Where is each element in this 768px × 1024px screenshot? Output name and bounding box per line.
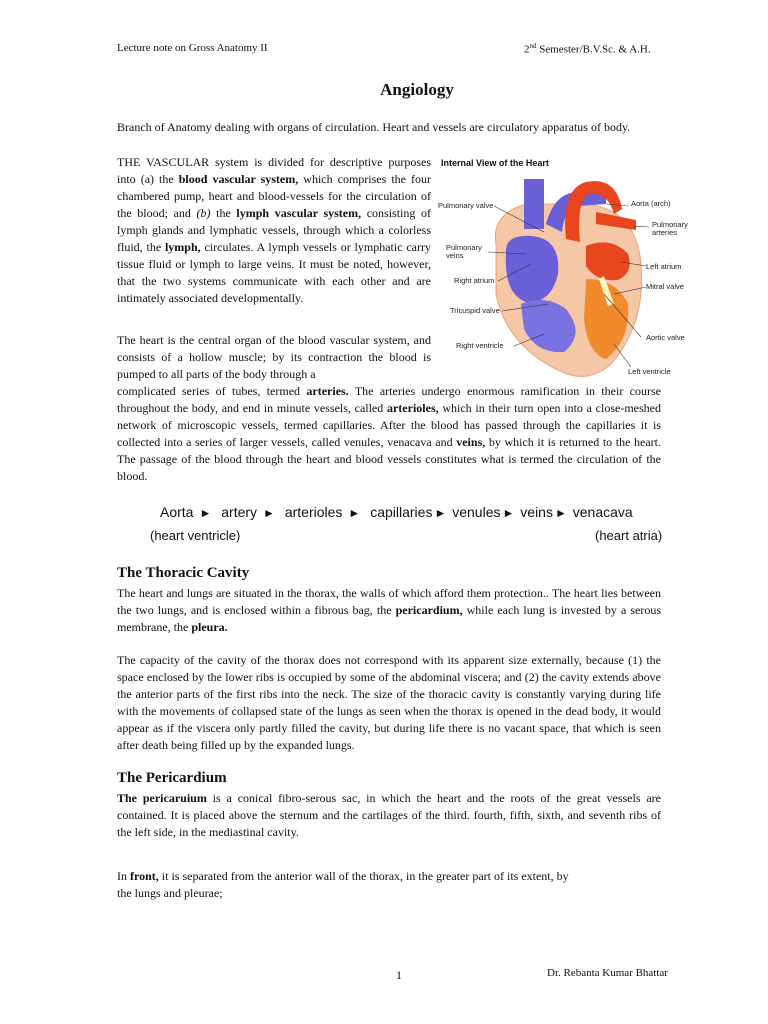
arrow-icon: ► [502,506,515,520]
label-pulmonary-veins-2: veins [446,251,464,260]
label-aortic-valve: Aortic valve [646,333,685,342]
pericardium-paragraph-1: The pericaruium is a conical fibro-serous sac, in which the heart and the roots of the great vessels are contained. It is placed above the sternum and the cartilages of the third. fourth, fifth, sixth, and seventh ribs of the left side, in the mediastinal cavity. [117,791,661,839]
intro-paragraph: Branch of Anatomy dealing with organs of circulation. Heart and vessels are circulatory apparatus of body. [117,120,631,134]
flow-item: capillaries [370,504,433,520]
figure-title: Internal View of the Heart [441,158,549,168]
label-mitral-valve: Mitral valve [646,282,684,291]
arrow-icon: ► [263,506,275,520]
label-left-atrium: Left atrium [646,262,682,271]
flow-note-left: (heart ventricle) [150,528,241,543]
flow-item: venules [452,504,501,520]
label-pulmonary-veins-1: Pulmonary [446,243,482,252]
running-header-left: Lecture note on Gross Anatomy II [117,42,268,54]
flow-item: arterioles [284,504,343,520]
label-pulmonary-arteries-2: arteries [652,228,678,237]
arrow-icon: ► [554,506,567,520]
label-tricuspid-valve: Tricuspid valve [450,306,500,315]
section-heading-pericardium: The Pericardium [117,770,227,786]
circulation-flow [160,504,633,520]
flow-item: veins [520,504,553,520]
flow-item: venacava [572,504,633,520]
pericardium-paragraph-2: In front, it is separated from the anterior wall of the thorax, in the greater part of its extent, by the lungs and pleurae; [117,869,569,900]
arrow-icon: ► [199,506,212,520]
heart-diagram [436,154,706,384]
label-aorta-arch: Aorta (arch) [631,199,671,208]
label-left-ventricle: Left ventricle [628,367,671,376]
thoracic-paragraph-2: The capacity of the cavity of the thorax does not correspond with its apparent size externally, because (1) the space enclosed by the lower ribs is occupied by some of the abdominal viscera; and (2) the cavity extends above the anterior parts of the first ribs into the neck. The size of the thoracic cavity is constantly varying during life with the movements of collapsed state of the lungs as seen when the thorax is opened in the dead body, it would appear as if the viscera only partly filled the cavity, but during life there is no vacant space, that which is seen after death being filled up by the expanded lungs. [117,653,661,752]
arrow-icon: ► [434,506,447,520]
arrow-icon: ► [348,506,361,520]
label-pulmonary-arteries-1: Pulmonary [652,220,688,229]
heart-paragraph-part2: complicated series of tubes, termed arteries. The arteries undergo enormous ramification in their course throughout the body, and end in minute vessels, called arterioles, which in their turn open into a close-meshed network of microscopic vessels, termed capillaries. After the blood has passed through the capillaries it is collected into a series of larger vessels, called venules, venacava and veins, by which it is returned to the heart. The passage of the blood through the heart and blood vessels constitutes what is termed the circulation of the blood. [117,384,662,483]
running-header-right: 2nd Semester/B.V.Sc. & A.H. [524,42,651,56]
thoracic-paragraph-1: The heart and lungs are situated in the thorax, the walls of which afford them protection.. The heart lies between the two lungs, and is enclosed within a fibrous bag, the pericardium, while each lung is invested by a serous membrane, the pleura. [117,586,661,634]
vascular-system-paragraph: THE VASCULAR system is divided for descriptive purposes into (a) the blood vascular system, which comprises the four chambered pump, heart and blood-vessels for the circulation of the blood; and (b) the lymph vascular system, consisting of lymph glands and lymphatic vessels, through which a colorless fluid, the lymph, circulates. A lymph vessels or lymphatic carry tissue fluid or lymph to large veins. It must be noted, however, that the two systems communicate with each other and are intimately associated developmentally. [117,155,432,305]
label-right-ventricle: Right ventricle [456,341,504,350]
page-title: Angiology [380,80,454,99]
section-heading-thoracic-cavity: The Thoracic Cavity [117,565,250,581]
flow-item: Aorta [160,504,194,520]
label-pulmonary-valve: Pulmonary valve [438,201,494,210]
heart-paragraph-part1: The heart is the central organ of the blood vascular system, and consists of a hollow muscle; by its contraction the blood is pumped to all parts of the body through a [117,333,431,381]
flow-note-right: (heart atria) [595,528,663,543]
footer-author: Dr. Rebanta Kumar Bhattar [547,967,668,979]
flow-item: artery [221,504,258,520]
label-right-atrium: Right atrium [454,276,495,285]
page-number: 1 [396,968,402,982]
superior-vena-cava [524,179,544,229]
